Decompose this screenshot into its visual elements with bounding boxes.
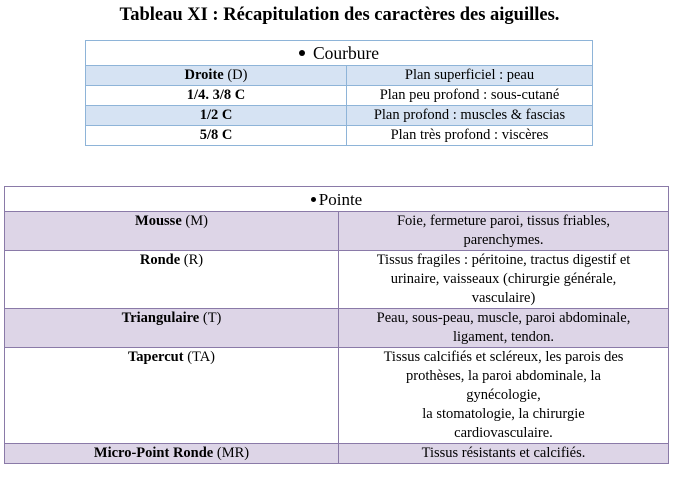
row-name: 1/2 C: [86, 106, 347, 126]
bullet-icon: [299, 50, 305, 56]
row-desc: Tissus résistants et calcifiés.: [339, 444, 669, 464]
row-name: Micro-Point Ronde (MR): [5, 444, 339, 464]
row-desc: Plan très profond : viscères: [347, 126, 593, 146]
row-name: 5/8 C: [86, 126, 347, 146]
row-desc: Tissus fragiles : péritoine, tractus digestif et urinaire, vaisseaux (chirurgie générale, vasculaire): [339, 251, 669, 309]
row-desc: Foie, fermeture paroi, tissus friables, parenchymes.: [339, 212, 669, 251]
table-row: [86, 86, 593, 106]
row-desc: Peau, sous-peau, muscle, paroi abdominale, ligament, tendon.: [339, 309, 669, 348]
row-name: Tapercut (TA): [5, 348, 339, 444]
courbure-header: Courbure: [86, 41, 593, 66]
table-row: [5, 444, 669, 464]
table-caption: Tableau XI : Récapitulation des caractères des aiguilles.: [119, 5, 560, 25]
row-desc: Plan profond : muscles & fascias: [347, 106, 593, 126]
table-row: [5, 348, 669, 444]
table-row: [86, 66, 593, 86]
row-name: Droite (D): [86, 66, 347, 86]
pointe-table: [4, 186, 669, 464]
row-name: 1/4. 3/8 C: [86, 86, 347, 106]
row-name: Mousse (M): [5, 212, 339, 251]
row-desc: Plan superficiel : peau: [347, 66, 593, 86]
table-row: [5, 251, 669, 309]
table-row: [86, 126, 593, 146]
row-name: Ronde (R): [5, 251, 339, 309]
row-desc: Plan peu profond : sous-cutané: [347, 86, 593, 106]
courbure-table: [85, 40, 593, 146]
bullet-icon: [311, 197, 316, 202]
table-row: [86, 106, 593, 126]
pointe-header: Pointe: [5, 187, 669, 212]
row-desc: Tissus calcifiés et scléreux, les parois des prothèses, la paroi abdominale, la gynécologie, la stomatologie, la chirurgie cardiovasculaire.: [339, 348, 669, 444]
table-row: [5, 309, 669, 348]
table-row: [5, 212, 669, 251]
row-name: Triangulaire (T): [5, 309, 339, 348]
